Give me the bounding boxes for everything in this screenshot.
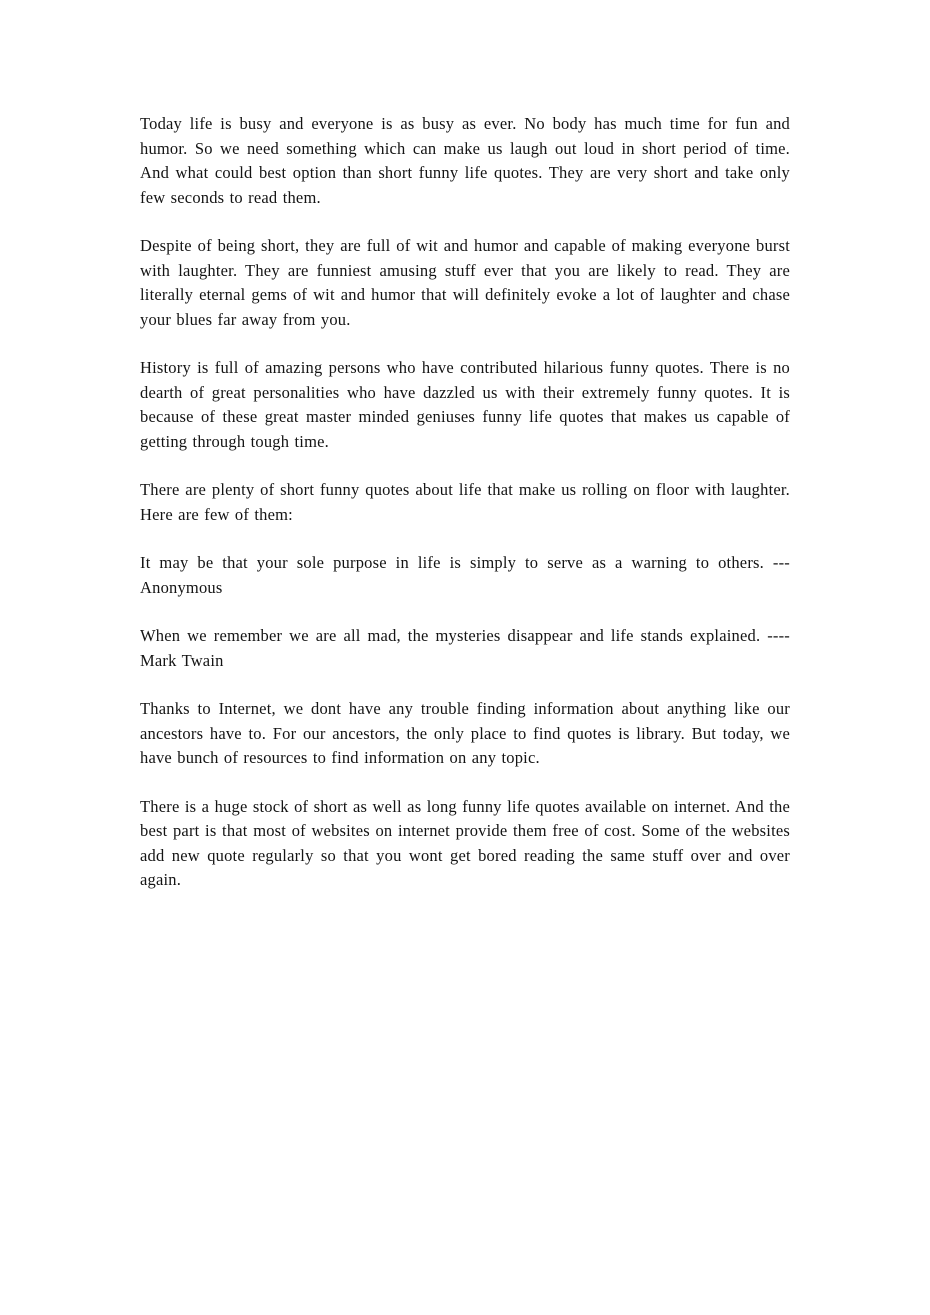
quote-anonymous: It may be that your sole purpose in life is simply to serve as a warning to others. ---Anonymous <box>140 553 790 597</box>
paragraph-intro: Today life is busy and everyone is as busy as ever. No body has much time for fun and humor. So we need something which can make us laugh out loud in short period of time. And what could best option than short funny life quotes. They are very short and take only few seconds to read them. <box>140 114 790 207</box>
document-text-block <box>140 112 790 917</box>
quote-mark-twain: When we remember we are all mad, the mysteries disappear and life stands explained. ----Mark Twain <box>140 626 790 670</box>
paragraph-plenty-quotes: There are plenty of short funny quotes about life that make us rolling on floor with laughter. Here are few of them: <box>140 480 790 524</box>
paragraph-wit-humor: Despite of being short, they are full of wit and humor and capable of making everyone burst with laughter. They are funniest amusing stuff ever that you are likely to read. They are literally eternal gems of wit and humor that will definitely evoke a lot of laughter and chase your blues far away from you. <box>140 236 790 329</box>
paragraph-history: History is full of amazing persons who have contributed hilarious funny quotes. There is no dearth of great personalities who have dazzled us with their extremely funny quotes. It is because of these great master minded geniuses funny life quotes that makes us capable of getting through tough time. <box>140 358 790 451</box>
paragraph-huge-stock: There is a huge stock of short as well as long funny life quotes available on internet. And the best part is that most of websites on internet provide them free of cost. Some of the websites add new quote regularly so that you wont get bored reading the same stuff over and over again. <box>140 796 790 889</box>
paragraph-internet: Thanks to Internet, we dont have any trouble finding information about anything like our ancestors have to. For our ancestors, the only place to find quotes is library. But today, we have bunch of resources to find information on any topic. <box>140 699 790 767</box>
